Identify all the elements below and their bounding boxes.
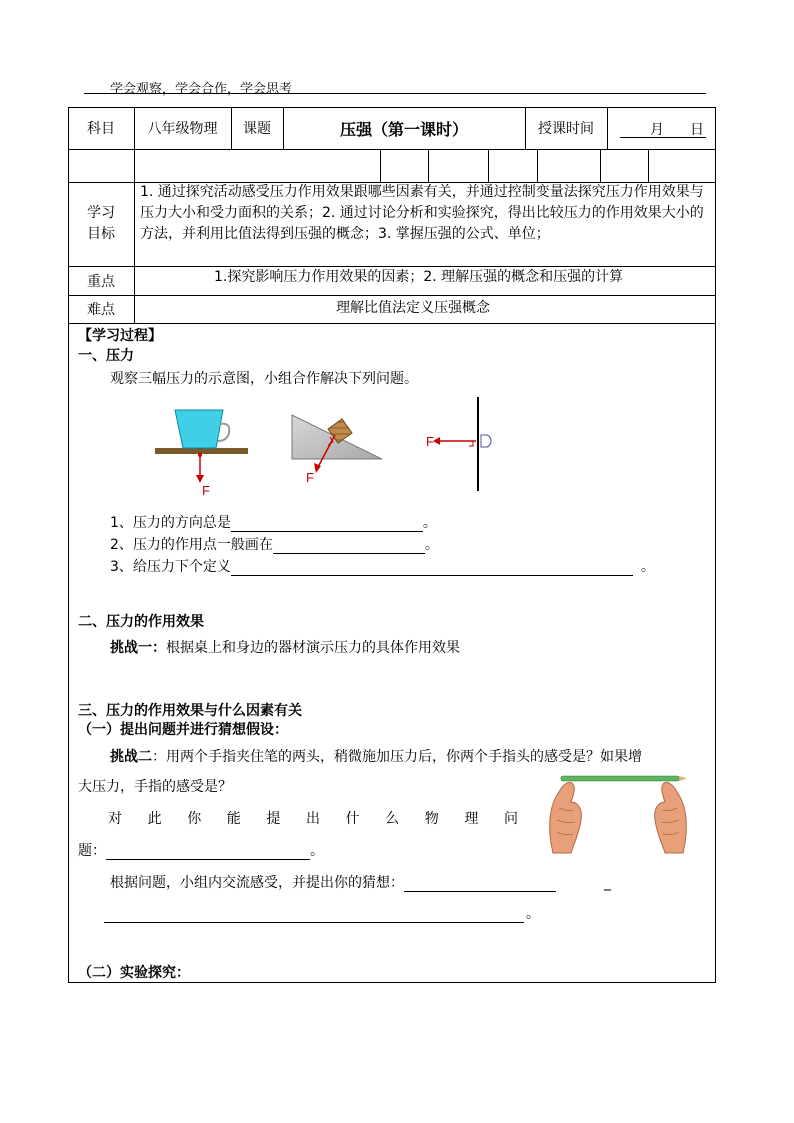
goal-label-line1: 学习 [87, 205, 115, 221]
force-label: F [202, 483, 210, 498]
answer-blank[interactable] [106, 844, 310, 860]
question-2-text: 2、压力的作用点一般画在 [110, 537, 273, 553]
section1-intro: 观察三幅压力的示意图，小组合作解决下列问题。 [110, 371, 418, 387]
challenge-2-line2: 大压力，手指的感受是？ [78, 779, 232, 795]
pin-on-wall-figure [426, 397, 491, 491]
prompt-char: 出 [305, 811, 320, 827]
force-arrowhead [433, 437, 440, 445]
key-label: 重点 [87, 273, 115, 290]
challenge-1-label: 挑战一： [110, 640, 166, 656]
question-prompt-end: 题： [78, 843, 106, 859]
col-divider [488, 149, 489, 182]
pencil-tip [679, 776, 687, 781]
pushpin [481, 435, 491, 447]
answer-blank[interactable] [404, 876, 556, 892]
header-rule [84, 93, 706, 94]
prompt-char: 你 [187, 811, 202, 827]
prompt-char: 理 [464, 811, 479, 827]
guess-line-2 [104, 903, 540, 923]
prompt-char: 问 [503, 811, 518, 827]
challenge-2-label: 挑战二 [110, 749, 152, 765]
col-divider [537, 149, 538, 182]
col-divider [648, 149, 649, 182]
subsection1-title: （一）提出问题并进行猜想假设： [78, 722, 288, 738]
topic-label: 课题 [243, 121, 271, 137]
challenge-1 [110, 637, 460, 657]
prompt-char: 什 [345, 811, 360, 827]
prompt-char: 提 [266, 811, 281, 827]
row-divider [68, 295, 716, 296]
force-label: F [426, 434, 434, 449]
section2-title: 二、压力的作用效果 [78, 614, 204, 630]
date-field [620, 119, 706, 138]
left-hand [550, 782, 582, 853]
hands-pencil-image [543, 768, 693, 856]
difficulty-label: 难点 [87, 302, 115, 318]
challenge-2-text-a: ：用两个手指夹住笔的两头，稍微施加压力后，你两个手指头的感受是？如果增 [152, 749, 642, 765]
cup-body [175, 410, 223, 448]
time-label: 授课时间 [538, 121, 594, 137]
month-label: 月 [650, 122, 664, 138]
cup-on-table-figure [155, 410, 248, 498]
day-label: 日 [690, 122, 704, 138]
subject-label: 科目 [87, 121, 115, 137]
question-3-text: 3、给压力下个定义 [110, 559, 231, 575]
question-1-text: 1、压力的方向总是 [110, 515, 231, 531]
right-hand [655, 782, 687, 853]
answer-blank[interactable] [104, 907, 524, 923]
header-motto: 学会观察，学会合作，学会思考 [110, 82, 293, 97]
question-2-end: 。 [424, 537, 439, 553]
force-diagrams [150, 395, 510, 500]
col-divider [607, 107, 608, 149]
goal-label [68, 182, 134, 266]
force-label: F [306, 470, 314, 485]
question-3-end: 。 [640, 559, 655, 575]
subject-value: 八年级物理 [147, 121, 218, 137]
guess-dash: _ [604, 875, 611, 891]
answer-blank[interactable] [231, 560, 633, 576]
challenge-2-line1 [110, 746, 642, 766]
subsection2-title: （二）实验探究： [78, 965, 190, 981]
pencil [561, 776, 679, 781]
block-on-slope-figure [292, 415, 382, 485]
goal-label-line2: 目标 [87, 226, 115, 242]
question-prompt-line2 [78, 840, 324, 860]
prompt-char: 此 [147, 811, 162, 827]
section1-title: 一、压力 [78, 348, 134, 364]
prompt-char: 么 [385, 811, 400, 827]
row-divider [68, 323, 716, 324]
question-3 [110, 556, 655, 576]
prompt-char: 能 [226, 811, 241, 827]
section3-title: 三、压力的作用效果与什么因素有关 [78, 703, 302, 719]
table-surface [155, 448, 248, 454]
col-divider [380, 149, 381, 182]
guess-end: 。 [526, 906, 540, 922]
prompt-char: 对 [108, 811, 122, 827]
answer-blank[interactable] [231, 516, 423, 532]
force-arrowhead [196, 475, 204, 483]
col-divider [428, 149, 429, 182]
guess-prompt: 根据问题，小组内交流感受，并提出你的猜想： [110, 875, 404, 891]
row-divider [68, 149, 716, 150]
challenge-1-text: 根据桌上和身边的器材演示压力的具体作用效果 [166, 640, 460, 656]
goal-text: 1. 通过探究活动感受压力作用效果跟哪些因素有关，并通过控制变量法探究压力作用效果与压力大小和受力面积的关系；2. 通过讨论分析和实验探究，得出比较压力的作用效果大小的方法，并利用比值法得到压强的概念；3. 掌握压强的公式、单位； [140, 184, 704, 242]
question-1-end: 。 [422, 515, 437, 531]
guess-line [110, 872, 611, 892]
question-1 [110, 512, 437, 532]
topic-title: 压强（第一课时） [339, 119, 468, 139]
col-divider [600, 149, 601, 182]
question-2 [110, 534, 439, 554]
key-text: 1.探究影响压力作用效果的因素；2. 理解压强的概念和压强的计算 [214, 269, 624, 285]
difficulty-text: 理解比值法定义压强概念 [336, 300, 490, 316]
answer-blank[interactable] [273, 538, 425, 554]
question-prompt [108, 808, 518, 828]
prompt-char: 物 [424, 811, 439, 827]
question-prompt-period: 。 [310, 843, 324, 859]
process-heading: 【学习过程】 [78, 328, 162, 344]
